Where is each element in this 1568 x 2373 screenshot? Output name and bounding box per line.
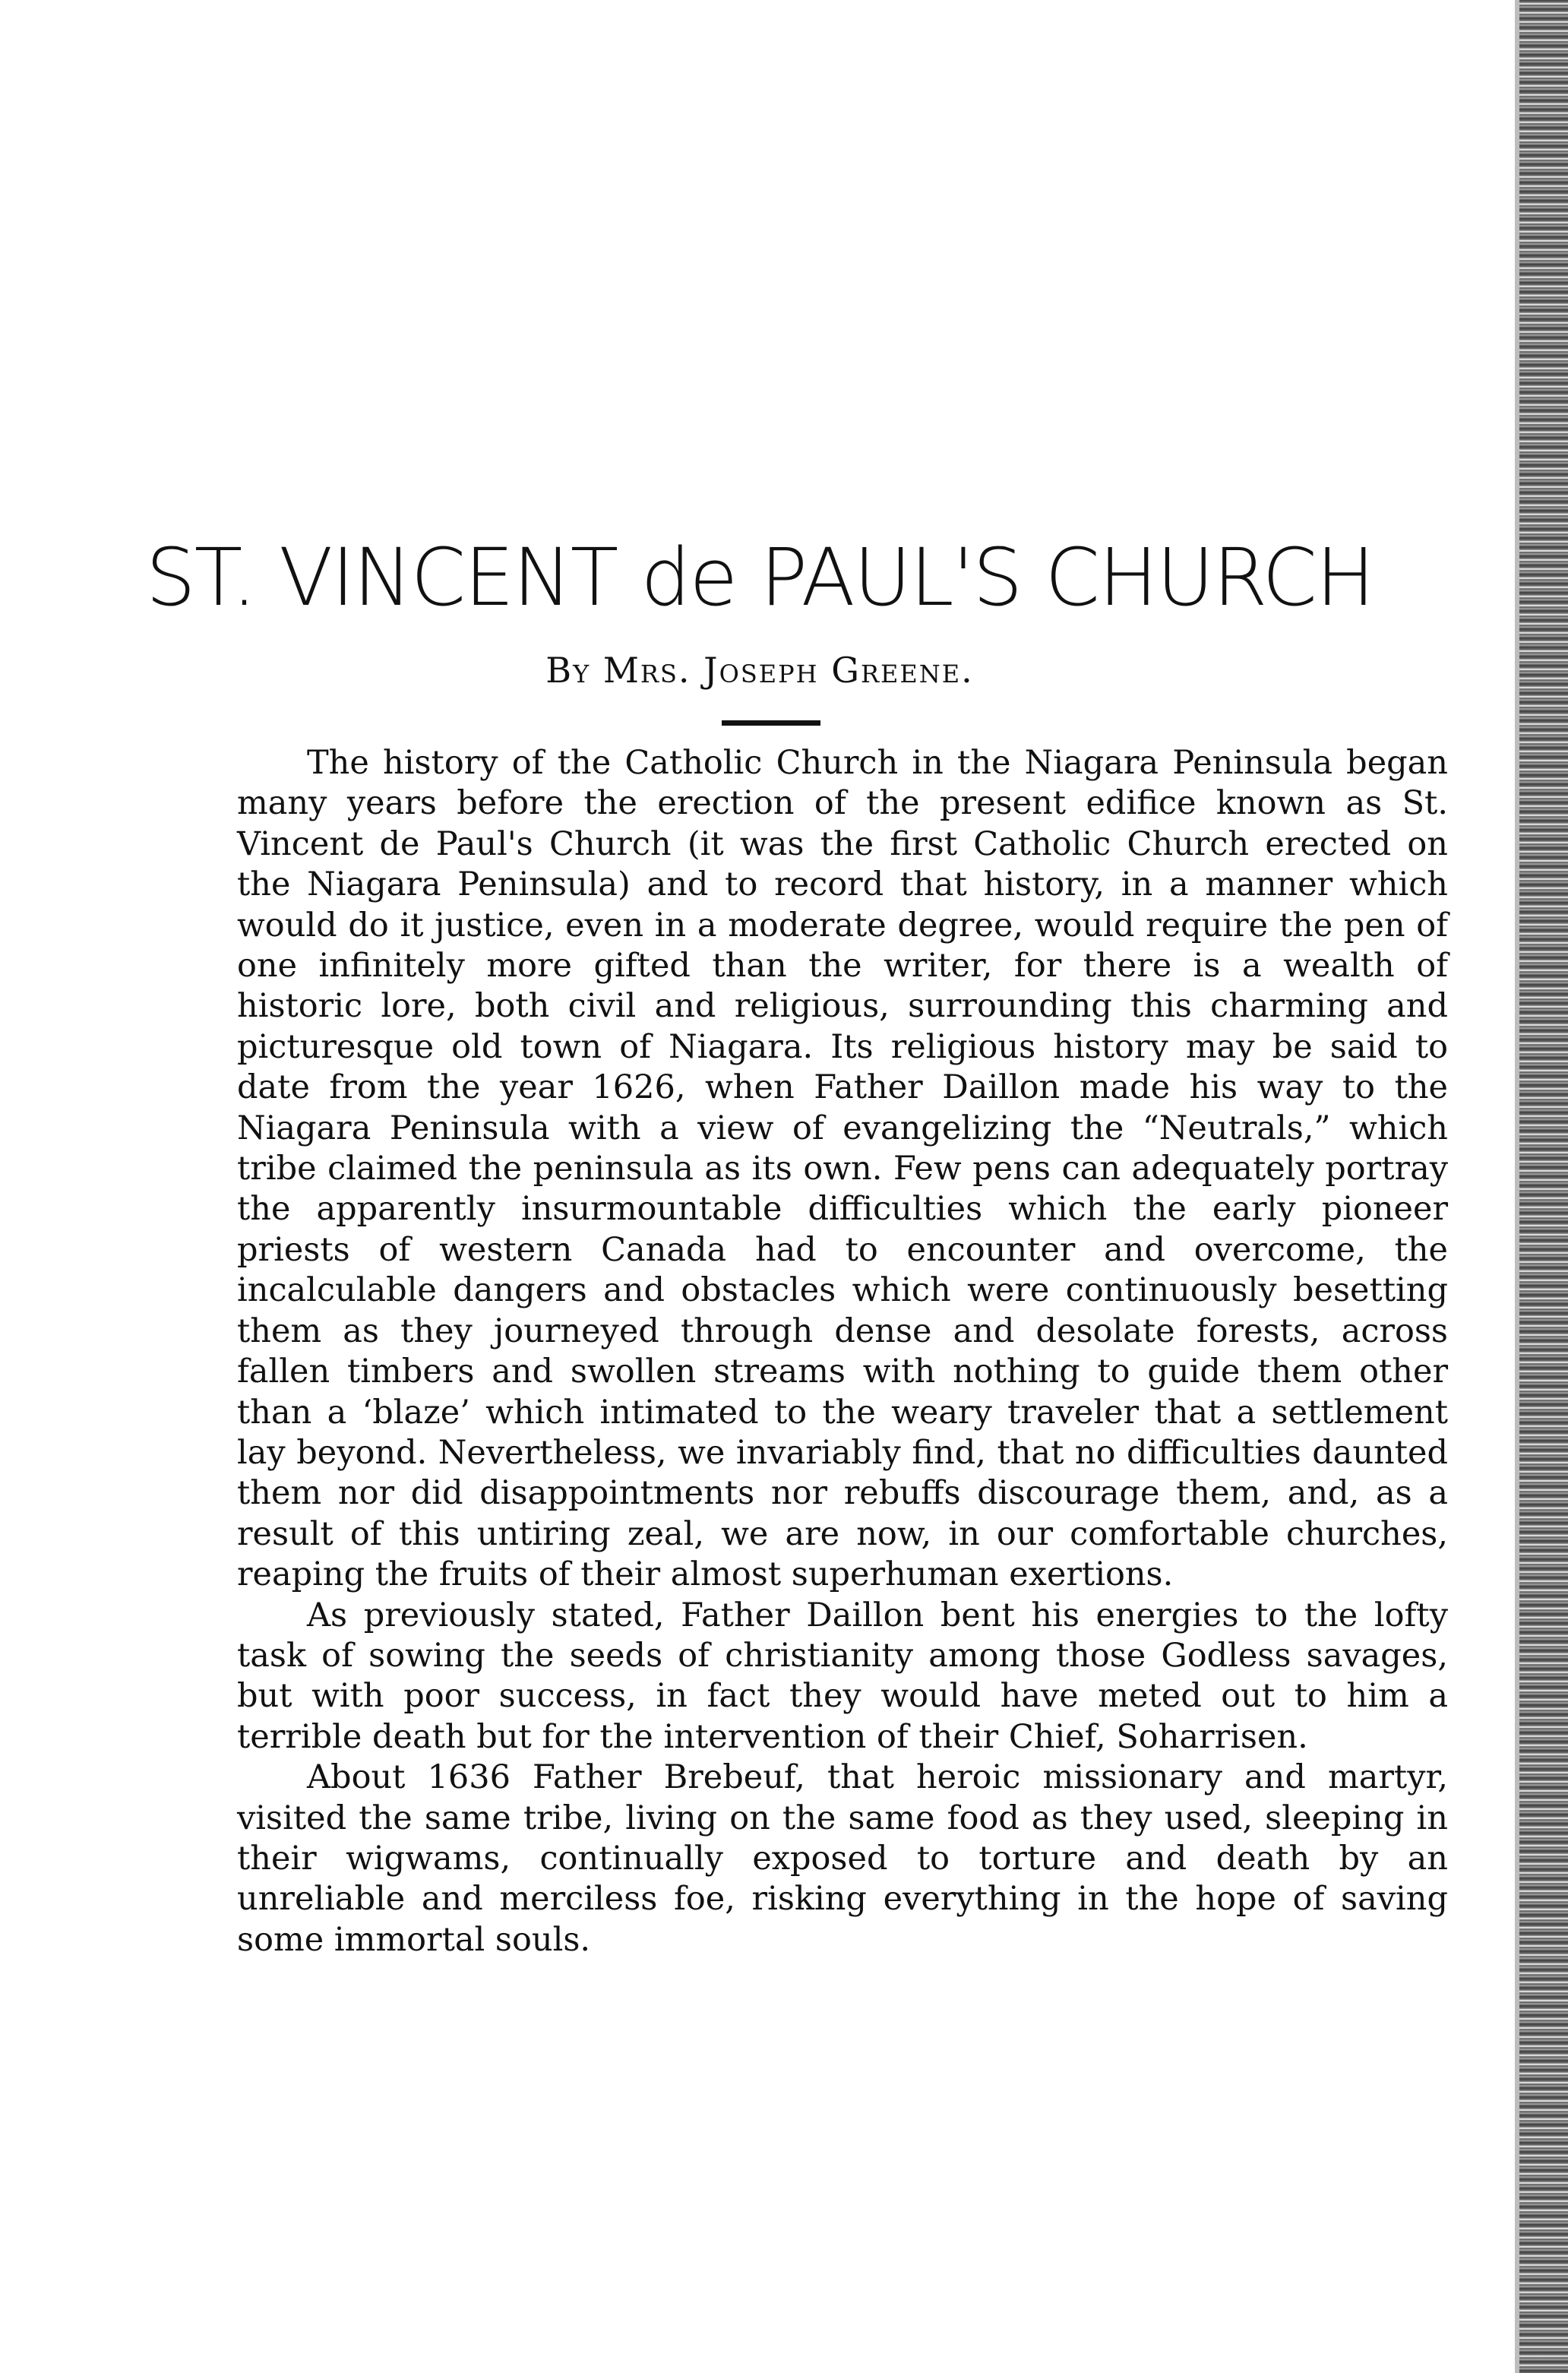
article-byline: By Mrs. Joseph Greene.: [545, 650, 974, 691]
article-body: [237, 743, 1448, 1960]
paragraph-3: About 1636 Father Brebeuf, that heroic missionary and martyr, visited the same tribe, living on the same food as they used, sleeping in their wigwams, continually exposed to torture and death by an unreliable and merciless foe, risking everything in the hope of saving some immortal souls.: [237, 1758, 1448, 1959]
article-title: ST. VINCENT de PAUL'S CHURCH: [145, 531, 1374, 624]
scanned-binding-edge: [1519, 0, 1568, 2373]
paragraph-1: The history of the Catholic Church in the Niagara Peninsula began many years before the erection of the present edifice known as St. Vincent de Paul's Church (it was the first Catholic Church erected on the Niagara Peninsula) and to record that history, in a manner which would do it justice, even in a moderate degree, would require the pen of one infinitely more gifted than the writer, for there is a wealth of historic lore, both civil and religious, surrounding this charming and picturesque old town of Niagara. Its religious history may be said to date from the year 1626, when Father Daillon made his way to the Niagara Peninsula with a view of evangelizing the “Neutrals,” which tribe claimed the peninsula as its own. Few pens can adequately portray the apparently insurmountable difficulties which the early pioneer priests of western Canada had to encounter and overcome, the incalculable dangers and obstacles which were continuously besetting them as they journeyed through dense and desolate forests, across fallen timbers and swollen streams with nothing to guide them other than a ‘blaze’ which intimated to the weary traveler that a settlement lay beyond. Nevertheless, we invariably find, that no difficulties daunted them nor did disappointments nor rebuffs discourage them, and, as a result of this untiring zeal, we are now, in our comfortable churches, reaping the fruits of their almost superhuman exertions.: [237, 744, 1448, 1594]
title-divider: [722, 720, 820, 726]
paragraph-2: As previously stated, Father Daillon bent his energies to the lofty task of sowing the seeds of christianity among those Godless savages, but with poor success, in fact they would have meted out to him a terrible death but for the intervention of their Chief, Soharrisen.: [237, 1596, 1448, 1756]
